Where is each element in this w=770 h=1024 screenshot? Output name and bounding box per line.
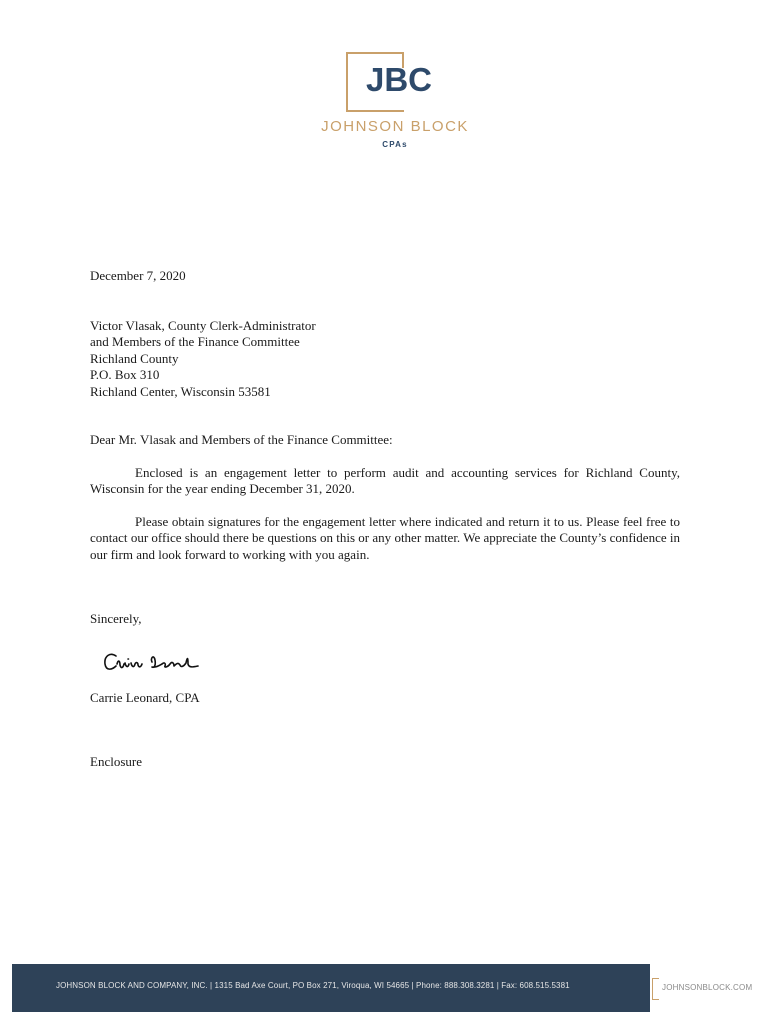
salutation: Dear Mr. Vlasak and Members of the Finance Committee: [90, 432, 393, 447]
letter-body [90, 268, 680, 771]
address-line: P.O. Box 310 [90, 367, 160, 382]
footer-bar [12, 964, 650, 1012]
footer-website: JOHNSONBLOCK.COM [662, 983, 753, 992]
address-line: Victor Vlasak, County Clerk-Administrator [90, 317, 316, 333]
logo-monogram: JBC [366, 61, 433, 98]
body-paragraph: Please obtain signatures for the engagement letter where indicated and return it to us. Please feel free to contact our office should there be questions on this or any other matter. We appreciate the County’s confidence in our firm and look forward to working with you again. [90, 513, 680, 562]
signature-icon [90, 650, 220, 680]
footer-frame-icon [652, 978, 659, 1000]
enclosure-note: Enclosure [90, 754, 142, 769]
logo-company-name: JOHNSON BLOCK [321, 118, 469, 135]
company-logo [0, 44, 770, 156]
handwritten-signature [90, 650, 680, 680]
letterhead-footer [12, 964, 758, 1012]
address-line: Richland Center, Wisconsin 53581 [90, 383, 271, 399]
address-line: Richland County [90, 350, 179, 366]
letter-date: December 7, 2020 [90, 268, 186, 283]
signer-name: Carrie Leonard, CPA [90, 689, 200, 705]
footer-contact-info: JOHNSON BLOCK AND COMPANY, INC. | 1315 Bad Axe Court, PO Box 271, Viroqua, WI 54665 | Phone: 888.308.3281 | Fax: 608.515.5381 [56, 981, 570, 990]
address-line: and Members of the Finance Committee [90, 334, 300, 349]
closing: Sincerely, [90, 611, 142, 626]
footer-website-box [652, 964, 758, 1012]
body-paragraph: Enclosed is an engagement letter to perform audit and accounting services for Richland County, Wisconsin for the year ending December 31, 2020. [90, 464, 680, 496]
recipient-address [90, 318, 680, 401]
logo-subtitle: CPAs [382, 140, 408, 149]
